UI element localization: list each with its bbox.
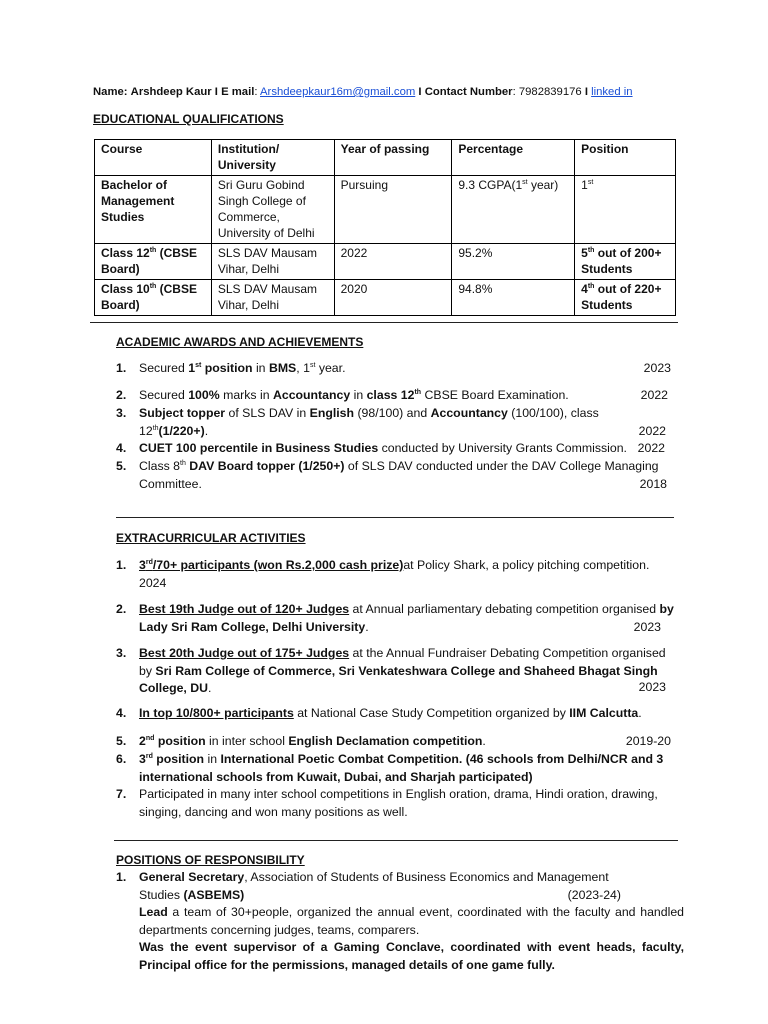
course-cell: Class 10th (CBSE Board) xyxy=(95,280,212,316)
list-item xyxy=(116,786,676,822)
item-year: 2023 xyxy=(643,361,671,375)
item-number: 6. xyxy=(116,752,127,766)
table-header-row xyxy=(95,140,676,176)
contact-number: 7982839176 xyxy=(518,86,582,98)
year-cell: Pursuing xyxy=(334,176,452,244)
column-header: Percentage xyxy=(452,140,575,176)
responsibility-heading: POSITIONS OF RESPONSIBILITY xyxy=(116,853,305,867)
extracurricular-heading: EXTRACURRICULAR ACTIVITIES xyxy=(116,531,306,545)
item-text: 3rd/70+ participants (won Rs.2,000 cash prize)at Policy Shark, a policy pitching competition. 2024 xyxy=(139,558,650,590)
item-year: 2018 xyxy=(639,477,667,491)
list-item xyxy=(116,387,676,405)
item-year: 2023 xyxy=(638,680,666,694)
list-item xyxy=(116,645,676,699)
item-year: (2023-24) xyxy=(567,888,621,902)
item-number: 3. xyxy=(116,646,127,660)
institution-cell: SLS DAV Mausam Vihar, Delhi xyxy=(211,280,334,316)
percentage-cell: 95.2% xyxy=(452,244,575,280)
separator: I xyxy=(214,86,218,98)
item-text: Best 19th Judge out of 120+ Judges at Annual parliamentary debating competition organised by Lady Sri Ram College, Delhi University. xyxy=(139,602,674,634)
item-number: 5. xyxy=(116,734,127,748)
column-header: Position xyxy=(575,140,676,176)
position-cell: 5th out of 200+ Students xyxy=(575,244,676,280)
list-item xyxy=(116,557,676,593)
item-number: 2. xyxy=(116,602,127,616)
list-item xyxy=(116,440,676,458)
list-item xyxy=(116,601,676,637)
contact-label: Contact Number xyxy=(424,86,513,98)
list-item xyxy=(116,705,676,723)
list-item xyxy=(116,733,676,751)
section-divider xyxy=(114,840,678,841)
list-item xyxy=(116,869,684,972)
course-cell: Class 12th (CBSE Board) xyxy=(95,244,212,280)
item-text: Best 20th Judge out of 175+ Judges at the Annual Fundraiser Debating Competition organised by Sri Ram College of Commerce, Sri Venkateshwara College and Shaheed Bhagat Singh College, DU. xyxy=(139,646,666,695)
item-text: Class 8th DAV Board topper (1/250+) of SLS DAV conducted under the DAV College Managing Committee. xyxy=(139,459,659,491)
candidate-name: Arshdeep Kaur xyxy=(130,86,212,98)
item-text: 2nd position in inter school English Declamation competition. xyxy=(139,734,486,748)
role-detail: Lead a team of 30+people, organized the annual event, coordinated with the faculty and handled departments concerning judges, teams, comparers. xyxy=(139,905,684,937)
item-number: 3. xyxy=(116,406,127,420)
position-cell: 4th out of 220+ Students xyxy=(575,280,676,316)
section-divider xyxy=(90,322,678,323)
percentage-cell: 94.8% xyxy=(452,280,575,316)
institution-cell: Sri Guru Gobind Singh College of Commerce, University of Delhi xyxy=(211,176,334,244)
list-item xyxy=(116,405,676,441)
item-text: Secured 1st position in BMS, 1st year. xyxy=(139,361,346,375)
role-detail: Was the event supervisor of a Gaming Conclave, coordinated with event heads, faculty, Principal office for the permissions, managed details of one game fully. xyxy=(139,940,684,972)
item-number: 7. xyxy=(116,787,127,801)
percentage-cell: 9.3 CGPA(1st year) xyxy=(452,176,575,244)
email-label: E mail xyxy=(221,86,255,98)
education-heading: EDUCATIONAL QUALIFICATIONS xyxy=(93,112,284,126)
email-link[interactable]: Arshdeepkaur16m@gmail.com xyxy=(260,86,416,98)
name-label: Name: xyxy=(93,86,128,98)
item-year: 2019-20 xyxy=(625,734,671,748)
item-year: 2022 xyxy=(637,441,665,455)
linkedin-link[interactable]: linked in xyxy=(591,86,633,98)
item-text: Secured 100% marks in Accountancy in class 12th CBSE Board Examination. xyxy=(139,388,569,402)
section-divider xyxy=(116,517,674,518)
item-year: 2024 xyxy=(139,575,167,590)
education-table xyxy=(94,139,676,316)
column-header: Year of passing xyxy=(334,140,452,176)
item-number: 4. xyxy=(116,441,127,455)
item-text: General Secretary, Association of Students of Business Economics and Management Studies (ASBEMS) (2023-24) Lead a team of 30+people, organized the annual event, coordinated with the faculty and handled departments concerning judges, teams, comparers. Was the event supervisor of a Gaming Conclave, coordinated with event heads, faculty, Principal office for the permissions, managed details of one game fully. xyxy=(139,869,684,974)
item-number: 1. xyxy=(116,870,127,884)
list-item xyxy=(116,360,676,378)
item-year: 2022 xyxy=(638,424,666,438)
item-text: CUET 100 percentile in Business Studies conducted by University Grants Commission. xyxy=(139,441,627,455)
table-row xyxy=(95,280,676,316)
separator: I xyxy=(584,86,588,98)
item-number: 5. xyxy=(116,459,127,473)
item-number: 1. xyxy=(116,558,127,572)
separator: I xyxy=(418,86,422,98)
item-number: 4. xyxy=(116,706,127,720)
year-cell: 2020 xyxy=(334,280,452,316)
course-cell: Bachelor of Management Studies xyxy=(95,176,212,244)
item-text: Participated in many inter school competitions in English oration, drama, Hindi oration, drawing, singing, dancing and won many positions as well. xyxy=(139,787,658,819)
item-year: 2022 xyxy=(640,388,668,402)
contact-line: Name: Arshdeep Kaur I E mail: Arshdeepkaur16m@gmail.com I Contact Number: 7982839176 I linked in xyxy=(93,86,633,98)
item-text: In top 10/800+ participants at National Case Study Competition organized by IIM Calcutta. xyxy=(139,706,642,720)
table-row xyxy=(95,176,676,244)
list-item xyxy=(116,458,676,494)
awards-heading: ACADEMIC AWARDS AND ACHIEVEMENTS xyxy=(116,335,364,349)
column-header: Course xyxy=(95,140,212,176)
item-year: 2023 xyxy=(633,620,661,634)
column-header: Institution/ University xyxy=(211,140,334,176)
item-number: 2. xyxy=(116,388,127,402)
position-cell: 1st xyxy=(575,176,676,244)
institution-cell: SLS DAV Mausam Vihar, Delhi xyxy=(211,244,334,280)
item-text: 3rd position in International Poetic Combat Competition. (46 schools from Delhi/NCR and 3 international schools from Kuwait, Dubai, and Sharjah participated) xyxy=(139,752,664,784)
year-cell: 2022 xyxy=(334,244,452,280)
item-number: 1. xyxy=(116,361,127,375)
list-item xyxy=(116,751,676,787)
table-row xyxy=(95,244,676,280)
item-text: Subject topper of SLS DAV in English (98/100) and Accountancy (100/100), class 12th(1/220+). xyxy=(139,406,599,438)
